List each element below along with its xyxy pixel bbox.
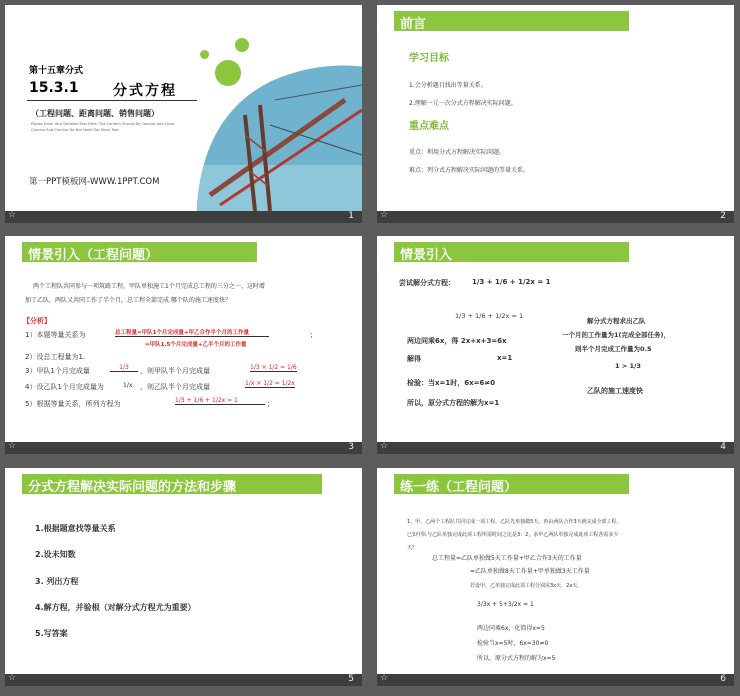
goal-item-2: 2.理解一元一次分式方程解决实际问题。 bbox=[409, 100, 517, 107]
right-note-1: 解分式方程求出乙队 bbox=[587, 317, 646, 325]
intro-line-2: 加了乙队，两队又共同工作了半个月，总工程全部完成.哪个队的施工速度快？ bbox=[25, 297, 231, 304]
step-item-2: 2.设未知数 bbox=[35, 550, 76, 559]
star-icon: ☆ bbox=[8, 210, 17, 220]
problem-line-3: 天？ bbox=[407, 545, 418, 551]
star-icon: ☆ bbox=[8, 673, 17, 683]
step-item-4: 4.解方程，并验根（对解分式方程尤为重要） bbox=[35, 603, 196, 612]
q4-text-b: ，则乙队半个月完成量 bbox=[140, 383, 210, 391]
slide-header bbox=[22, 474, 322, 494]
star-icon: ☆ bbox=[8, 441, 17, 451]
site-label: 第一PPT模板网-WWW.1PPT.COM bbox=[29, 177, 160, 187]
q5-text: 5）根据等量关系，所列方程为 bbox=[25, 400, 121, 408]
q3-text-b: ，则甲队半个月完成量 bbox=[140, 367, 210, 375]
step-item-1: 1.根据题意找等量关系 bbox=[35, 524, 116, 533]
slide-header bbox=[394, 242, 629, 262]
q5-answer: 1/3 + 1/6 + 1/2x = 1 bbox=[175, 397, 265, 405]
chapter-label: 第十五章分式 bbox=[29, 66, 84, 76]
q2-text: 2）设总工程量为1. bbox=[25, 353, 86, 361]
analysis-label: 【分析】 bbox=[23, 317, 51, 325]
decor-circle-small bbox=[200, 50, 209, 59]
right-note-5: 乙队的施工速度快 bbox=[587, 387, 643, 395]
q3-blank: 1/3 bbox=[110, 364, 138, 372]
section-title: 分式方程 bbox=[113, 83, 177, 99]
slide-header bbox=[22, 242, 257, 262]
slide-number: 4 bbox=[720, 442, 726, 452]
solution-line-6: 检验当x=5时，6x=30≠0 bbox=[477, 640, 549, 647]
slide-footer bbox=[5, 442, 362, 454]
q1-text: 1）本题等量关系为 bbox=[25, 331, 86, 339]
slide-number: 2 bbox=[720, 211, 726, 221]
solution-line-5: 两边同乘6x，化简得x=5 bbox=[477, 625, 545, 632]
intro-line-1: 两个工程队共同参与一项筑路工程，甲队单独施工1个月完成总工程的三分之一，这时增 bbox=[33, 283, 265, 290]
q5-end: ； bbox=[267, 400, 274, 408]
slide-1-thumbnail[interactable] bbox=[5, 5, 362, 223]
slide-footer bbox=[377, 674, 734, 686]
right-note-3: 则半个月完成工作量为0.5 bbox=[575, 345, 652, 353]
problem-line-1: 1、甲、乙两个工程队共同完成一项工程，乙队先单独做5天，再由两队合作3天就完成全部工程， bbox=[407, 519, 622, 525]
slide-number: 3 bbox=[348, 442, 354, 452]
key-item-2: 难点：列分式方程解决实际问题的等量关系。 bbox=[409, 167, 530, 174]
header-text: 前言 bbox=[400, 17, 427, 32]
step-conclusion: 所以，原分式方程的解为x=1 bbox=[407, 399, 500, 407]
slide-header bbox=[394, 11, 629, 31]
q4-frac: 1/x bbox=[123, 382, 133, 389]
step-item-5: 5.写答案 bbox=[35, 629, 68, 638]
solution-line-7: 所以，原分式方程的解为x=5 bbox=[477, 655, 556, 662]
right-note-4: 1 > 1/3 bbox=[615, 362, 641, 370]
solution-line-1: 总工程量=乙队单独做5天工作量+甲乙合作3天的工作量 bbox=[432, 555, 582, 562]
goal-title: 学习目标 bbox=[409, 53, 449, 64]
step-check: 检验：当x=1时，6x=6≠0 bbox=[407, 379, 496, 387]
slide-footer bbox=[377, 211, 734, 223]
slide-footer bbox=[377, 442, 734, 454]
slide-header bbox=[394, 474, 629, 494]
slide-3-thumbnail[interactable] bbox=[5, 236, 362, 454]
try-label: 尝试解分式方程： bbox=[399, 279, 455, 287]
slide-footer bbox=[5, 674, 362, 686]
right-note-2: 一个月的工作量为1(完成全部任务)， bbox=[562, 331, 670, 339]
star-icon: ☆ bbox=[380, 210, 389, 220]
header-text: 情景引入（工程问题） bbox=[28, 248, 159, 263]
key-title: 重点难点 bbox=[409, 121, 449, 132]
slide-2-thumbnail[interactable] bbox=[377, 5, 734, 223]
key-item-1: 重点：利用分式方程解决实际问题。 bbox=[409, 149, 506, 156]
q1-answer-1: 总工程量=甲队1个月完成量+甲乙合作半个月的工作量 bbox=[115, 328, 269, 337]
solution-line-2: =乙队单独做8天工作量+甲单独做3天工作量 bbox=[470, 568, 590, 575]
problem-line-2: 已知甲队与乙队单独完成此项工程所需时间之比是3：2，求甲乙两队单独完成此项工程各需多少 bbox=[407, 532, 619, 538]
slide-number: 6 bbox=[720, 674, 726, 684]
header-text: 分式方程解决实际问题的方法和步骤 bbox=[28, 480, 237, 495]
slide-4-thumbnail[interactable] bbox=[377, 236, 734, 454]
slide-number: 1 bbox=[348, 211, 354, 221]
q3-text-a: 3）甲队1个月完成量 bbox=[25, 367, 90, 375]
header-text: 情景引入 bbox=[400, 248, 453, 263]
q3-answer: 1/3 × 1/2 = 1/6 bbox=[250, 364, 297, 371]
step-solve-label: 解得 bbox=[407, 355, 421, 363]
q4-text-a: 4）设乙队1个月完成量为 bbox=[25, 383, 104, 391]
slide-6-thumbnail[interactable] bbox=[377, 468, 734, 686]
decor-circle-medium bbox=[235, 38, 249, 52]
solution-equation: 3/3x + 5+3/2x = 1 bbox=[477, 601, 534, 608]
slide-5-thumbnail[interactable] bbox=[5, 468, 362, 686]
equation-mid: 1/3 + 1/6 + 1/2x = 1 bbox=[455, 312, 524, 320]
solution-line-3: 若设甲、乙单独完成此项工程分别需3x天、2x天， bbox=[470, 583, 583, 589]
title-subtitle: （工程问题、距离问题、销售问题） bbox=[31, 109, 159, 118]
goal-item-1: 1.会分析题目找出等量关系。 bbox=[409, 82, 487, 89]
slide-footer bbox=[5, 211, 362, 223]
step-multiply: 两边同乘6x，得 2x+x+3=6x bbox=[407, 337, 507, 345]
step-solve-value: x=1 bbox=[497, 354, 513, 362]
filler-text-2: Concise And Concise Do Not Need Too Much Text bbox=[31, 128, 119, 132]
step-item-3: 3. 列出方程 bbox=[35, 577, 79, 586]
section-number: 15.3.1 bbox=[29, 80, 79, 96]
star-icon: ☆ bbox=[380, 441, 389, 451]
equation-top: 1/3 + 1/6 + 1/2x = 1 bbox=[472, 278, 551, 286]
filler-text-1: Please Enter Your Detailed Text Here, The Content Should Be Concise And Clear, bbox=[31, 122, 176, 126]
decor-circle-large bbox=[215, 60, 241, 86]
q1-end: ； bbox=[310, 331, 317, 339]
slide-number: 5 bbox=[348, 674, 354, 684]
q1-answer-2: =甲队1.5个月完成量+乙半个月的工作量 bbox=[145, 342, 247, 348]
header-text: 练一练（工程问题） bbox=[400, 480, 518, 495]
title-underline bbox=[27, 100, 197, 101]
star-icon: ☆ bbox=[380, 673, 389, 683]
q4-answer: 1/x × 1/2 = 1/2x bbox=[245, 380, 295, 387]
